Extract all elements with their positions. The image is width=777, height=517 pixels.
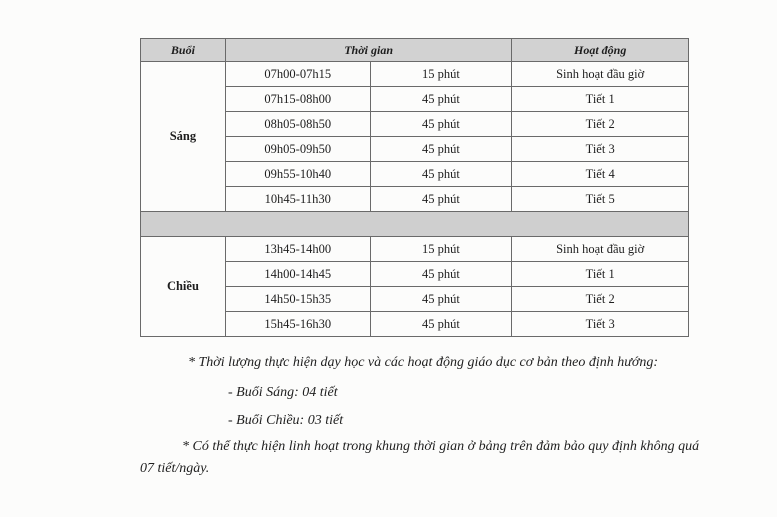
time-cell: 14h50-15h35 bbox=[225, 287, 370, 312]
duration-cell: 45 phút bbox=[370, 312, 512, 337]
time-cell: 13h45-14h00 bbox=[225, 237, 370, 262]
duration-cell: 45 phút bbox=[370, 262, 512, 287]
activity-cell: Tiết 3 bbox=[512, 137, 689, 162]
activity-cell: Tiết 3 bbox=[512, 312, 689, 337]
time-cell: 09h55-10h40 bbox=[225, 162, 370, 187]
duration-cell: 15 phút bbox=[370, 62, 512, 87]
session-morning: Sáng bbox=[141, 62, 226, 212]
duration-cell: 45 phút bbox=[370, 87, 512, 112]
duration-cell: 45 phút bbox=[370, 187, 512, 212]
header-session: Buổi bbox=[141, 39, 226, 62]
duration-cell: 45 phút bbox=[370, 162, 512, 187]
notes-section bbox=[140, 352, 700, 480]
activity-cell: Sinh hoạt đầu giờ bbox=[512, 237, 689, 262]
duration-cell: 15 phút bbox=[370, 237, 512, 262]
activity-cell: Tiết 2 bbox=[512, 287, 689, 312]
table-header-row bbox=[141, 39, 689, 62]
duration-cell: 45 phút bbox=[370, 287, 512, 312]
schedule-table bbox=[140, 38, 689, 337]
note-flexibility: * Có thể thực hiện linh hoạt trong khung thời gian ở bảng trên đảm bảo quy định không quá 07 tiết/ngày. bbox=[140, 439, 700, 476]
activity-cell: Tiết 2 bbox=[512, 112, 689, 137]
note-morning-periods: - Buổi Sáng: 04 tiết bbox=[228, 385, 338, 400]
duration-cell: 45 phút bbox=[370, 112, 512, 137]
activity-cell: Tiết 1 bbox=[512, 262, 689, 287]
table-row bbox=[141, 237, 689, 262]
activity-cell: Tiết 1 bbox=[512, 87, 689, 112]
activity-cell: Tiết 4 bbox=[512, 162, 689, 187]
header-activity: Hoạt động bbox=[512, 39, 689, 62]
time-cell: 08h05-08h50 bbox=[225, 112, 370, 137]
duration-cell: 45 phút bbox=[370, 137, 512, 162]
break-cell bbox=[141, 212, 689, 237]
top-cropped-text bbox=[330, 0, 440, 6]
session-afternoon: Chiều bbox=[141, 237, 226, 337]
time-cell: 10h45-11h30 bbox=[225, 187, 370, 212]
header-time: Thời gian bbox=[225, 39, 511, 62]
note-duration: * Thời lượng thực hiện dạy học và các hoạt động giáo dục cơ bản theo định hướng: bbox=[188, 355, 658, 370]
time-cell: 07h00-07h15 bbox=[225, 62, 370, 87]
time-cell: 15h45-16h30 bbox=[225, 312, 370, 337]
time-cell: 14h00-14h45 bbox=[225, 262, 370, 287]
time-cell: 07h15-08h00 bbox=[225, 87, 370, 112]
break-row bbox=[141, 212, 689, 237]
activity-cell: Tiết 5 bbox=[512, 187, 689, 212]
table-row bbox=[141, 62, 689, 87]
note-afternoon-periods: - Buổi Chiều: 03 tiết bbox=[228, 413, 344, 428]
activity-cell: Sinh hoạt đầu giờ bbox=[512, 62, 689, 87]
time-cell: 09h05-09h50 bbox=[225, 137, 370, 162]
